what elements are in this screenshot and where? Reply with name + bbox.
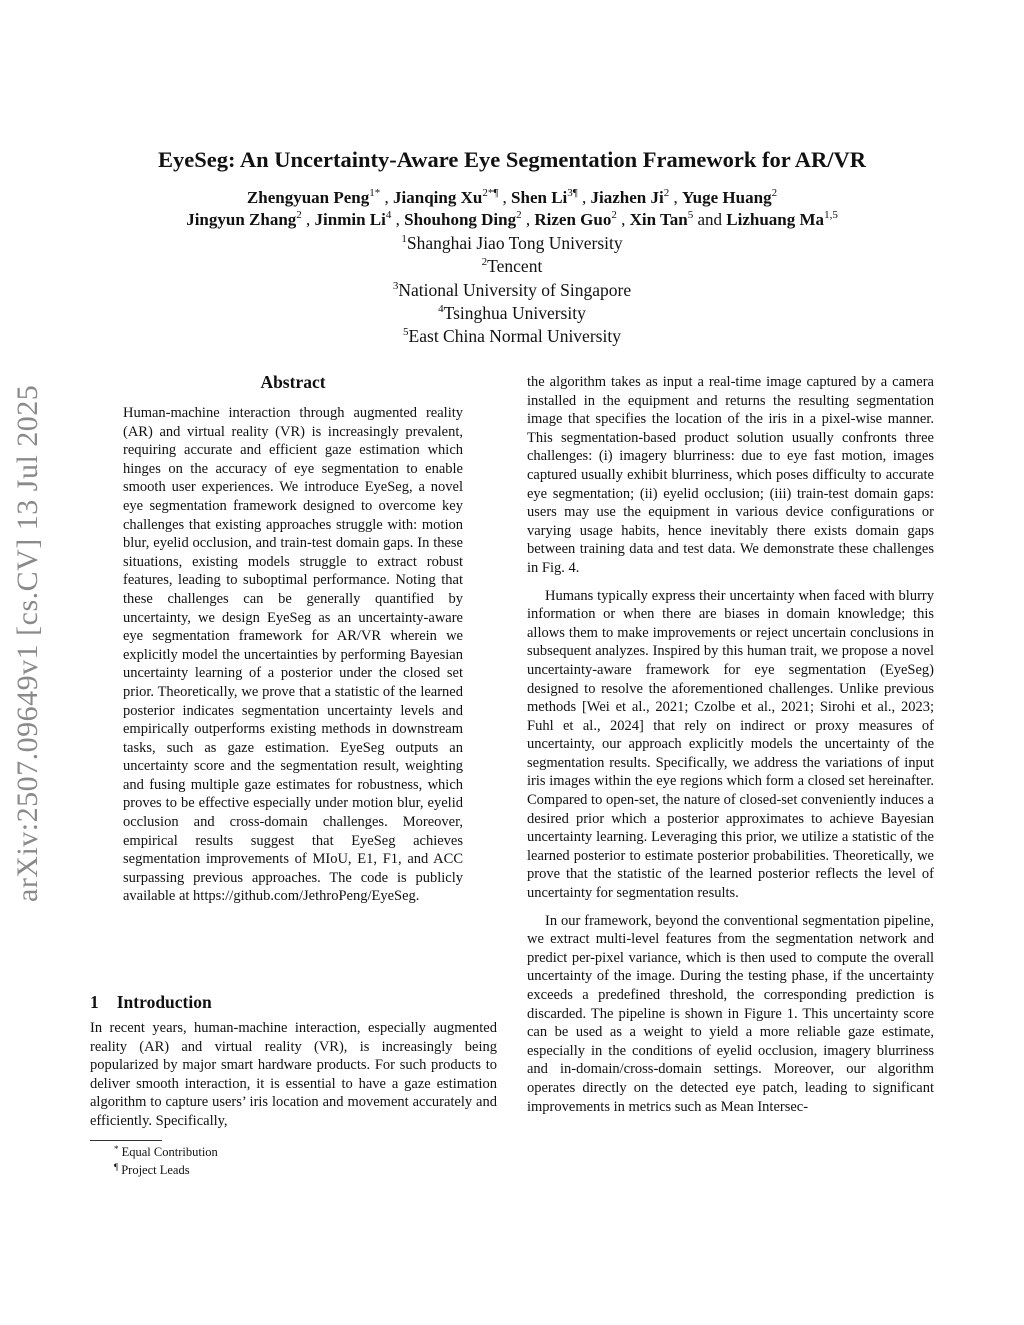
right-column — [527, 373, 934, 1125]
footnote: ¶ Project Leads — [114, 1162, 190, 1177]
author-list — [0, 187, 1024, 209]
author-separator: , — [577, 188, 591, 207]
intro-paragraph: In recent years, human-machine interaction, especially augmented reality (AR) and virtual reality (VR), is increasingly being popularized by major smart hardware products. For such products to deliver smooth interaction, it is essential to have a gaze estimation algorithm to capture users’ iris location and movement accurately and efficiently. Specifically, — [90, 1020, 497, 1129]
author-separator: , — [521, 210, 535, 229]
affiliation: $^2$Tencent — [481, 256, 543, 276]
author-separator: , — [669, 188, 682, 207]
author-affiliation-mark: 3¶ — [567, 187, 578, 199]
author-name: Rizen Guo — [534, 210, 612, 229]
footnote-divider — [90, 1140, 162, 1141]
paper-title: EyeSeg: An Uncertainty-Aware Eye Segmentation Framework for AR/VR — [157, 147, 866, 172]
body-paragraph: In our framework, beyond the conventional segmentation pipeline, we extract multi-level features from the segmentation network and predict per-pixel variance, which is then used to compute the overall uncertainty of the image. During the testing phase, if the uncertainty exceeds a predefined threshold, the corresponding prediction is discarded. The pipeline is shown in Figure 1. This uncertainty score can be used as a weight to yield a more reliable gaze estimate, especially in the conditions of eyelid occlusion, imagery blurriness and in-domain/cross-domain settings. Moreover, our algorithm operates directly on the detected eye patch, leading to significant improvements in metrics such as Mean Intersec- — [527, 912, 934, 1115]
author-name: Zhengyuan Peng — [246, 188, 370, 207]
author-affiliation-mark: 2*¶ — [482, 187, 499, 199]
author-affiliation-mark: 2 — [296, 209, 302, 221]
author-separator: , — [616, 210, 630, 229]
section-title: Introduction — [116, 992, 212, 1012]
author-list — [0, 209, 1024, 231]
affiliation: $^3$National University of Singapore — [392, 280, 632, 300]
author-affiliation-mark: 4 — [385, 209, 392, 221]
author-separator: , — [301, 210, 315, 229]
author-affiliation-mark: 1* — [369, 187, 381, 199]
author-name: Shen Li — [511, 188, 568, 207]
author-affiliation-mark: 5 — [687, 209, 694, 221]
body-paragraph: Humans typically express their uncertainty when faced with blurry information or when there are biases in domain knowledge; this allows them to make improvements or reject uncertain conclusions in subsequent analyzes. Inspired by this human trait, we propose a novel uncertainty-aware framework for eye segmentation (EyeSeg) designed to resolve the aforementioned challenges. Unlike previous methods [Wei et al., 2021; Czolbe et al., 2021; Sirohi et al., 2023; Fuhl et al., 2024] that rely on indirect or proxy measures of uncertainty, our approach explicitly models the uncertainty of the segmentation results. Specifically, we address the variations of input iris images within the eye regions which form a closed set hereinafter. Compared to open-set, the nature of closed-set conveniently induces a desired prior which a posterior approximates to achieve Bayesian uncertainty learning. Leveraging this prior, we utilize a statistic of the learned posterior to estimate posterior probabilities. Theoretically, we prove that the statistic of the learned posterior reflects the level of uncertainty for segmentation results. — [527, 587, 934, 902]
author-name: Jiazhen Ji — [590, 188, 664, 207]
section-number: 1 — [90, 992, 99, 1012]
section-heading — [90, 991, 212, 1013]
author-name: Jinmin Li — [314, 210, 386, 229]
affiliation: $^5$East China Normal University — [403, 326, 621, 346]
author-name: Jianqing Xu — [393, 188, 483, 207]
author-separator: , — [498, 188, 512, 207]
author-name: Xin Tan — [629, 210, 688, 229]
author-name: Lizhuang Ma — [726, 210, 825, 229]
footnote: * Equal Contribution — [114, 1144, 218, 1159]
author-conjunction: and — [693, 210, 727, 229]
author-name: Jingyun Zhang — [186, 210, 297, 229]
author-affiliation-mark: 2 — [663, 187, 670, 199]
author-name: Shouhong Ding — [404, 210, 517, 229]
body-paragraph: the algorithm takes as input a real-time image captured by a camera installed in the equipment and returns the resulting segmentation image that specifies the location of the iris in a pixel-wise manner. This segmentation-based product solution usually confronts three challenges: (i) imagery blurriness: due to eye fast motion, images captured usually exhibit blurriness, which poses difficulty to accurate eye segmentation; (ii) eyelid occlusion; (iii) train-test domain gaps: users may use the equipment in various device configurations or varying usage habits, hence inevitably there exists domain gaps between training data and test data. We demonstrate these challenges in Fig. 4. — [527, 374, 934, 576]
author-affiliation-mark: 2 — [771, 187, 778, 199]
author-separator: , — [391, 210, 405, 229]
author-affiliation-mark: 2 — [611, 209, 617, 221]
author-name: Yuge Huang — [681, 188, 772, 207]
author-separator: , — [380, 188, 394, 207]
author-affiliation-mark: 1,5 — [824, 209, 838, 221]
abstract-heading: Abstract — [260, 372, 326, 392]
arxiv-identifier: arXiv:2507.09649v1 [cs.CV] 13 Jul 2025 — [11, 384, 44, 902]
author-affiliation-mark: 2 — [516, 209, 522, 221]
abstract-text: Human-machine interaction through augmented reality (AR) and virtual reality (VR) is increasingly prevalent, requiring accurate and efficient gaze estimation which hinges on the accuracy of eye segmentation to enable smooth user experiences. We introduce EyeSeg, a novel eye segmentation framework designed to overcome key challenges that existing approaches struggle with: motion blur, eyelid occlusion, and train-test domain gaps. In these situations, existing models struggle to extract robust features, leading to suboptimal performance. Noting that these challenges can be generally quantified by uncertainty, we design EyeSeg as an uncertainty-aware eye segmentation framework for AR/VR wherein we explicitly model the uncertainties by performing Bayesian uncertainty learning of a posterior under the closed set prior. Theoretically, we prove that a statistic of the learned posterior indicates segmentation uncertainty levels and empirically outperforms existing methods in downstream tasks, such as gaze estimation. EyeSeg outputs an uncertainty score and the segmentation result, weighting and fusing multiple gaze estimates for robustness, which proves to be effective especially under motion blur, eyelid occlusion and cross-domain challenges. Moreover, empirical results suggest that EyeSeg achieves segmentation improvements of MIoU, E1, F1, and ACC surpassing previous approaches. The code is publicly available at https://github.com/JethroPeng/EyeSeg. — [123, 405, 463, 905]
affiliation: $^1$Shanghai Jiao Tong University — [401, 233, 623, 253]
affiliation: $^4$Tsinghua University — [438, 303, 586, 323]
